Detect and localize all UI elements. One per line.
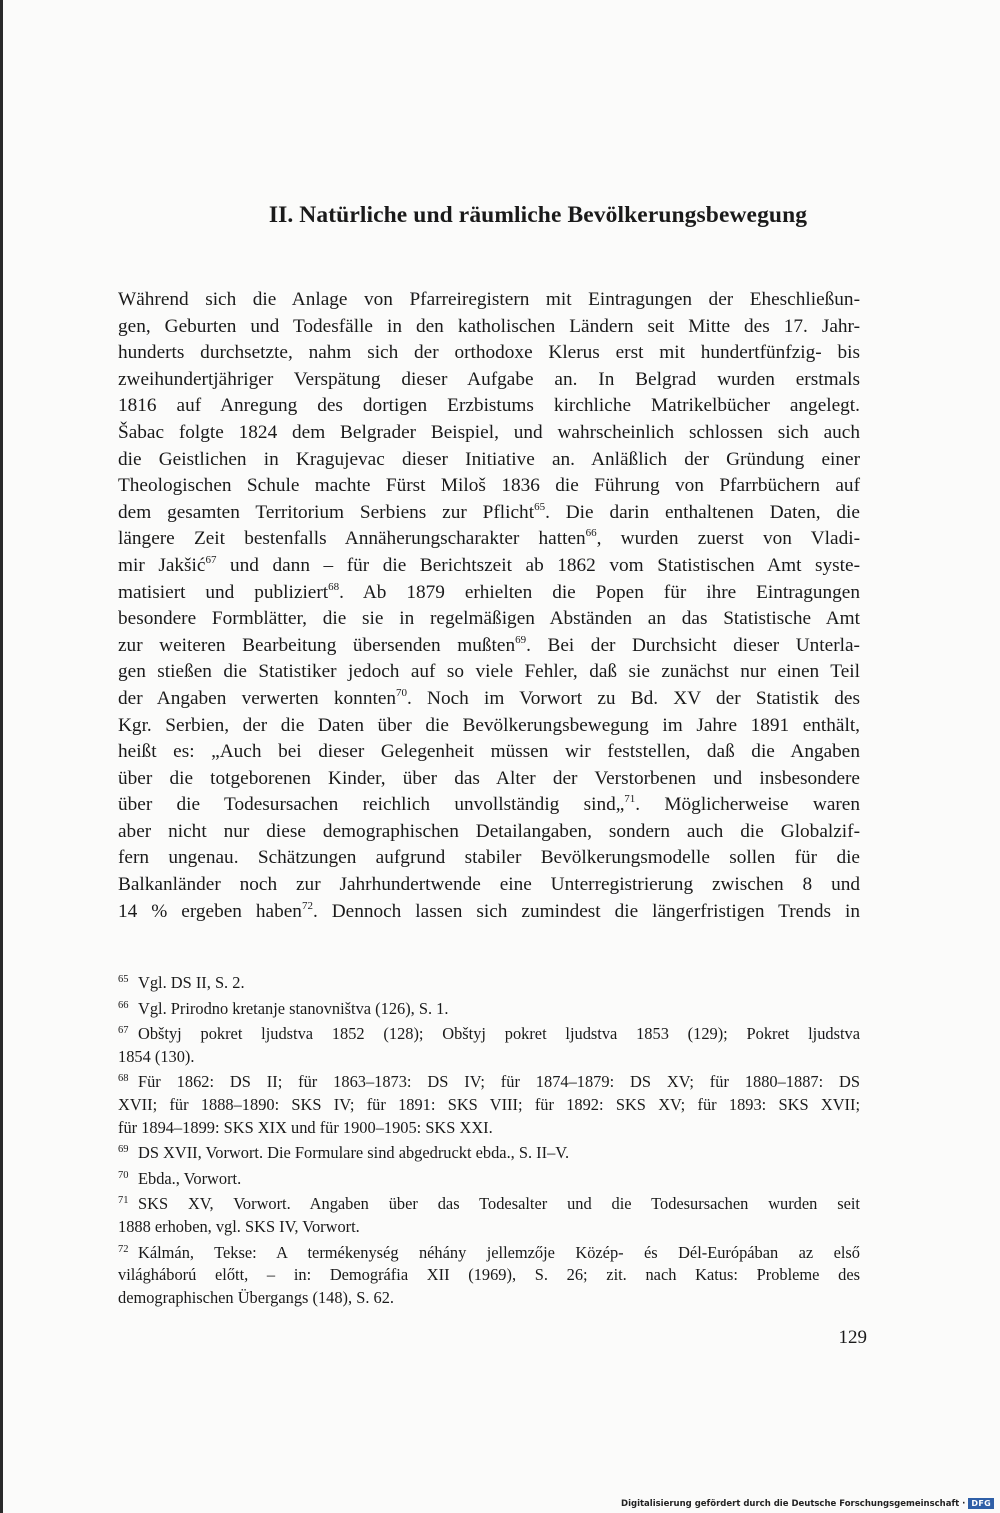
footnote-number: 72 [118,1243,129,1255]
body-line [118,526,860,553]
footnote-line [118,1216,860,1239]
footnote-text: DS XVII, Vorwort. Die Formulare sind abgedruckt ebda., S. II–V. [138,1143,570,1163]
footnote-text: Vgl. DS II, S. 2. [138,973,245,992]
body-line [118,606,860,633]
text-run: besondere Formblätter, die sie in regelmäßigen Abständen an das Statistische Amt [118,608,860,630]
footnote-number: 66 [118,999,129,1011]
body-line [118,393,860,420]
footnote-line [118,1239,860,1265]
footnote-ref: 67 [205,553,217,566]
body-line [118,686,860,713]
body-text [118,287,860,925]
body-line [118,872,860,899]
text-run: aber nicht nur diese demographischen Detailangaben, sondern auch die Globalzif- [118,820,860,842]
text-run: 14 % ergeben haben [118,900,302,922]
dfg-logo-icon: DFG [968,1498,994,1509]
text-run: . Dennoch lassen sich zumindest die längerfristigen Trends in [312,900,860,922]
footnote-text: világháború előtt, – in: Demográfia XII (1969), S. 26; zit. nach Katus: Probleme des [118,1265,860,1285]
footnote-ref: 72 [301,899,313,912]
page-number: 129 [838,1327,867,1348]
footnote-line [118,1139,860,1165]
body-line [118,633,860,660]
footnote-number: 71 [118,1195,129,1207]
footnote-text: XVII; für 1888–1890: SKS IV; für 1891: SKS VIII; für 1892: SKS XV; für 1893: SKS XVII; [118,1094,860,1114]
footnotes [118,969,860,1309]
footnote-line [118,1094,860,1117]
footnote-line [118,1264,860,1287]
text-run: . Noch im Vorwort zu Bd. XV der Statistik des [407,687,860,709]
body-line [118,473,860,500]
footnote-number: 70 [118,1169,129,1181]
text-run: Theologischen Schule machte Fürst Miloš 1836 die Führung von Pfarrbüchern auf [118,475,860,497]
footnote-line [118,1165,860,1191]
text-run: Šabac folgte 1824 dem Belgrader Beispiel, und wahrscheinlich schlossen sich auch [118,421,860,443]
footnote-line [118,969,860,995]
text-run: über die Todesursachen reichlich unvollständig sind„ [118,794,625,816]
footnote-ref: 69 [515,633,527,646]
body-line [118,553,860,580]
body-line [118,792,860,819]
footnote-ref: 68 [328,580,340,593]
text-run: . Möglicherweise waren [635,794,861,816]
text-run: . Die darin enthaltenen Daten, die [545,501,860,523]
text-run: die Geistlichen in Kragujevac dieser Initiative an. Anläßlich der Gründung einer [118,448,860,470]
footnote-text: Vgl. Prirodno kretanje stanovništva (126), S. 1. [138,998,449,1018]
footnote-number: 67 [118,1025,129,1037]
body-line [118,819,860,846]
footnote-line [118,1117,860,1140]
text-run: gen, Geburten und Todesfälle in den katholischen Ländern seit Mitte des 17. Jahr- [118,315,860,337]
text-run: matisiert und publiziert [118,581,329,603]
footnote-text: 1888 erhoben, vgl. SKS IV, Vorwort. [118,1216,360,1236]
text-run: heißt es: „Auch bei dieser Gelegenheit müssen wir feststellen, daß die Angaben [118,741,860,763]
footnote-line [118,1046,860,1069]
body-line [118,367,860,394]
body-line [118,340,860,367]
body-line [118,420,860,447]
footnote-line [118,995,860,1021]
body-line [118,580,860,607]
text-run: 1816 auf Anregung des dortigen Erzbistums kirchliche Matrikelbücher angelegt. [118,395,860,417]
footnote-line [118,1287,860,1310]
text-run: Balkanländer noch zur Jahrhundertwende eine Unterregistrierung zwischen 8 und [118,874,860,896]
text-run: der Angaben verwerten konnten [118,687,397,709]
body-line [118,500,860,527]
text-run: gen stießen die Statistiker jedoch auf so viele Fehler, daß sie zunächst nur einen Teil [118,661,860,683]
text-run: und dann – für die Berichtszeit ab 1862 vom Statistischen Amt syste- [216,554,860,576]
text-run: fern ungenau. Schätzungen aufgrund stabiler Bevölkerungsmodelle sollen für die [118,847,860,869]
footnote-ref: 65 [534,500,546,513]
body-line [118,899,860,926]
body-line [118,659,860,686]
footnote-text: Obštyj pokret ljudstva 1852 (128); Obštyj pokret ljudstva 1853 (129); Pokret ljudstva [138,1024,860,1044]
footnote-text: für 1894–1899: SKS XIX und für 1900–1905: SKS XXI. [118,1117,493,1137]
text-run: über die totgeborenen Kinder, über das Alter der Verstorbenen und insbesondere [118,767,860,789]
footnote-number: 68 [118,1073,129,1085]
footnote-ref: 70 [396,686,408,699]
text-run: Während sich die Anlage von Pfarreiregistern mit Eintragungen der Eheschließun- [118,289,860,310]
credit-text: Digitalisierung gefördert durch die Deutsche Forschungsgemeinschaft · [621,1498,966,1509]
body-line [118,766,860,793]
footnote-text: Für 1862: DS II; für 1863–1873: DS IV; für 1874–1879: DS XV; für 1880–1887: DS [138,1072,860,1092]
text-run: . Bei der Durchsicht dieser Unterla- [526,634,860,656]
text-run: hunderts durchsetzte, nahm sich der orthodoxe Klerus erst mit hundertfünfzig- bis [118,342,860,364]
text-run: . Ab 1879 erhielten die Popen für ihre Eintragungen [339,581,860,603]
footnote-text: Ebda., Vorwort. [138,1168,242,1188]
footnote-line [118,1190,860,1216]
body-line [118,739,860,766]
body-line [118,314,860,341]
body-line [118,447,860,474]
text-run: , wurden zuerst von Vladi- [596,528,860,550]
chapter-heading: II. Natürliche und räumliche Bevölkerungsbewegung [268,202,808,228]
footnote-text: SKS XV, Vorwort. Angaben über das Todesalter und die Todesursachen wurden seit [138,1194,860,1214]
footnote-ref: 71 [624,793,636,806]
footnote-ref: 66 [585,527,597,540]
footnote-text: demographischen Übergangs (148), S. 62. [118,1287,395,1307]
text-run: zur weiteren Bearbeitung übersenden mußten [118,634,516,656]
text-run: dem gesamten Territorium Serbiens zur Pflicht [118,501,535,523]
body-line [118,287,860,314]
body-line [118,713,860,740]
footnote-line [118,1068,860,1094]
digitization-credit [621,1498,994,1509]
text-run: längere Zeit bestenfalls Annäherungscharakter hatten [118,528,586,550]
footnote-line [118,1020,860,1046]
footnote-text: 1854 (130). [118,1046,195,1066]
text-run: zweihundertjähriger Verspätung dieser Aufgabe an. In Belgrad wurden erstmals [118,368,860,390]
body-line [118,845,860,872]
footnote-number: 69 [118,1144,129,1156]
text-run: mir Jakšić [118,554,206,576]
footnote-text: Kálmán, Tekse: A termékenység néhány jellemzője Közép- és Dél-Európában az első [138,1242,860,1262]
footnote-number: 65 [118,974,129,985]
text-run: Kgr. Serbien, der die Daten über die Bevölkerungsbewegung im Jahre 1891 enthält, [118,714,860,736]
